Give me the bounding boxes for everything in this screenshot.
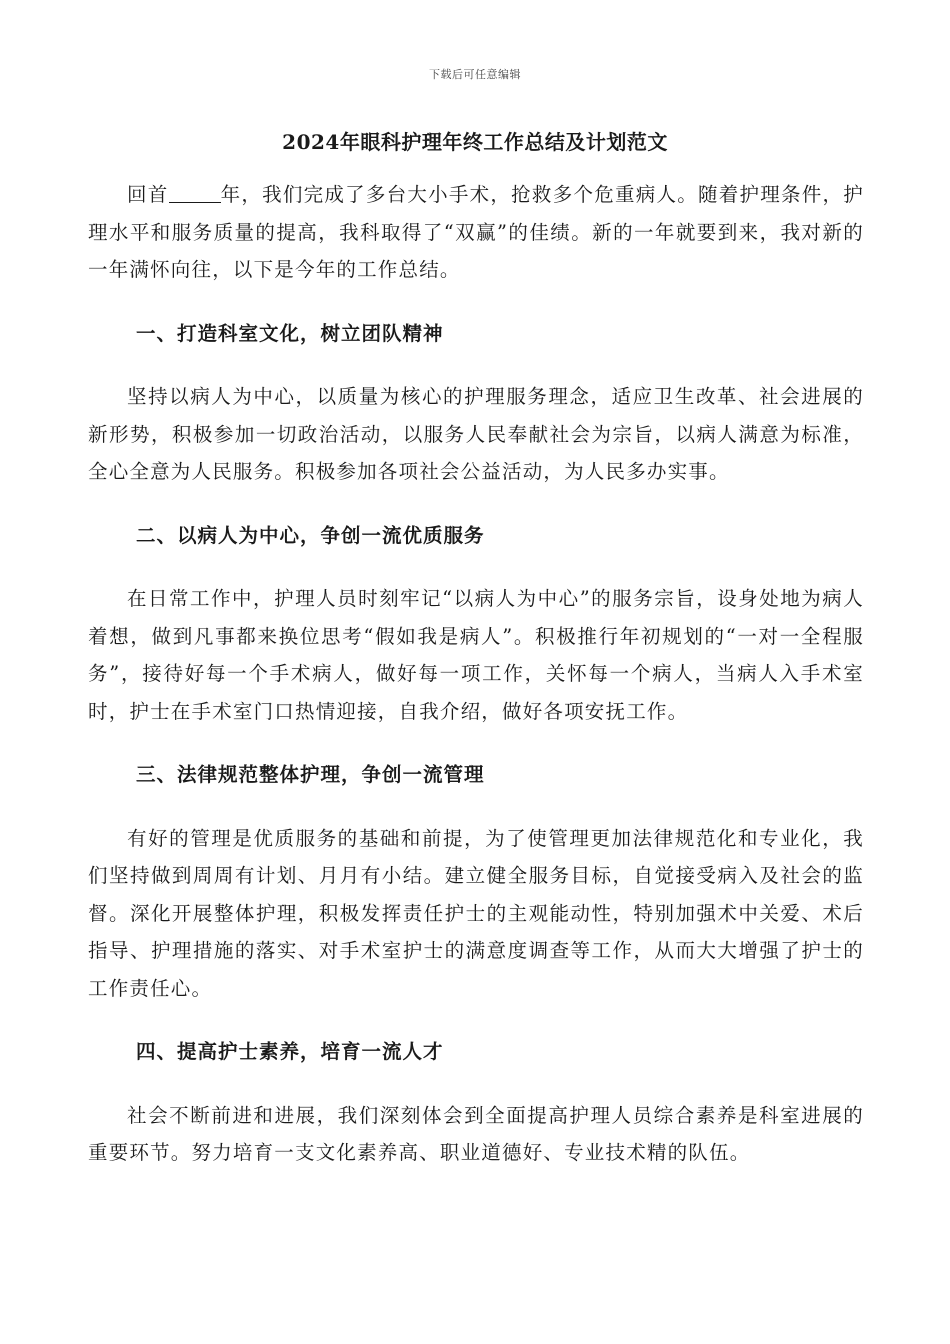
section-body-3: 有好的管理是优质服务的基础和前提，为了使管理更加法律规范化和专业化，我们坚持做到周周有计划、月月有小结。建立健全服务目标，自觉接受病入及社会的监督。深化开展整体护理，积极发挥责任护士的主观能动性，特别加强术中关爱、术后指导、护理措施的落实、对手术室护士的满意度调查等工作，从而大大增强了护士的工作责任心。: [88, 826, 864, 1000]
section-heading-4: 四、提高护士素养，培育一流人才: [136, 1040, 444, 1063]
fill-in-blank: [169, 184, 221, 203]
section-body-1: 坚持以病人为中心，以质量为核心的护理服务理念，适应卫生改革、社会进展的新形势，积极参加一切政治活动，以服务人民奉献社会为宗旨，以病人满意为标准，全心全意为人民服务。积极参加各项社会公益活动，为人民多办实事。: [88, 385, 864, 483]
intro-before-blank: 回首: [127, 183, 169, 206]
header-note: 下载后可任意编辑: [429, 68, 521, 81]
intro-after-blank: 年，我们完成了多台大小手术，抢救多个危重病人。随着护理条件，护理水平和服务质量的提高，我科取得了“双赢”的佳绩。新的一年就要到来，我对新的一年满怀向往，以下是今年的工作总结。: [88, 183, 864, 281]
document-title: 2024年眼科护理年终工作总结及计划范文: [282, 130, 668, 154]
document-body: [88, 176, 864, 1172]
intro-paragraph: [88, 176, 864, 289]
section-body-4: 社会不断前进和进展，我们深刻体会到全面提高护理人员综合素养是科室进展的重要环节。努力培育一支文化素养高、职业道德好、专业技术精的队伍。: [88, 1103, 864, 1164]
section-heading-3: 三、法律规范整体护理，争创一流管理: [136, 763, 485, 786]
section-heading-1: 一、打造科室文化，树立团队精神: [136, 321, 444, 345]
section-heading-2: 二、以病人为中心，争创一流优质服务: [136, 523, 485, 547]
section-body-2: 在日常工作中，护理人员时刻牢记“以病人为中心”的服务宗旨，设身处地为病人着想，做到凡事都来换位思考“假如我是病人”。积极推行年初规划的“一对一全程服务”，接待好每一个手术病人，做好每一项工作，关怀每一个病人，当病人入手术室时，护士在手术室门口热情迎接，自我介绍，做好各项安抚工作。: [88, 587, 864, 723]
